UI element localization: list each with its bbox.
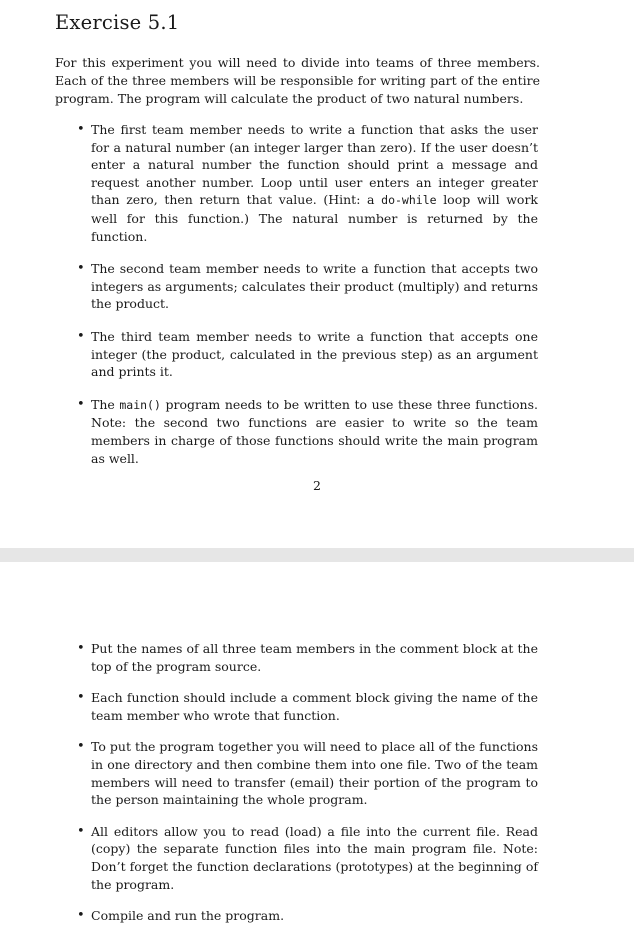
list-item — [0, 823, 538, 893]
item-text: The first team member needs to write a function that asks the user for a natural number (an integer larger than zero). If the user doesn’t enter a natural number the function should print a message and request another number. Loop until user enters an integer greater than zero, then return that value. (Hint: a — [91, 122, 538, 208]
bullet-icon: • — [77, 328, 85, 344]
bullet-icon: • — [77, 641, 85, 656]
bullet-icon: • — [77, 396, 85, 412]
bullet-icon: • — [77, 690, 85, 706]
list-item — [0, 396, 538, 467]
item-text: Compile and run the program. — [91, 908, 285, 924]
item-text: All editors allow you to read (load) a file into the current file. Read (copy) the separate function files into the main program file. Note: Don’t forget the function declarations (prototypes) at the beginning of the program. — [91, 823, 538, 892]
inline-code: main() — [119, 397, 161, 412]
list-item — [0, 907, 538, 925]
bullet-icon: • — [77, 739, 85, 755]
item-text: The second team member needs to write a function that accepts two integers as arguments; calculates their product (multiply) and returns the product. — [91, 261, 538, 312]
bullet-icon: • — [77, 122, 85, 137]
item-text: program needs to be written to use these three functions. Note: the second two functions are easier to write so the team members in charge of those functions should write the main program as well. — [91, 396, 538, 466]
item-text: Put the names of all three team members in the comment block at the top of the program source. — [91, 641, 538, 674]
bullet-icon: • — [77, 823, 85, 839]
document-page-2 — [0, 562, 634, 938]
page-separator — [0, 548, 634, 562]
exercise-title: Exercise 5.1 — [55, 11, 180, 34]
item-text: The — [91, 396, 120, 412]
bullet-icon: • — [77, 908, 85, 924]
list-item — [0, 328, 538, 381]
list-item — [0, 689, 538, 724]
page-number: 2 — [313, 478, 321, 493]
item-text: The third team member needs to write a function that accepts one integer (the product, calculated in the previous step) as an argument and prints it. — [91, 328, 538, 380]
task-list — [0, 121, 634, 467]
intro-paragraph: For this experiment you will need to divide into teams of three members. Each of the three members will be responsible for writing part of the entire program. The program will calculate the product of two natural numbers. — [55, 55, 540, 106]
list-item — [0, 640, 538, 675]
item-text: To put the program together you will need to place all of the functions in one directory and then combine them into one file. Two of the team members will need to transfer (email) their portion of the program to the person maintaining the whole program. — [91, 739, 538, 808]
instructions-list — [0, 640, 634, 925]
list-item — [0, 121, 538, 245]
bullet-icon: • — [77, 261, 85, 277]
list-item — [0, 738, 538, 808]
list-item — [0, 260, 538, 313]
item-text: loop will work well for this function.) The natural number is returned by the function. — [91, 192, 538, 244]
inline-code: do-while — [381, 193, 437, 208]
item-text: Each function should include a comment block giving the name of the team member who wrote that function. — [91, 690, 538, 723]
